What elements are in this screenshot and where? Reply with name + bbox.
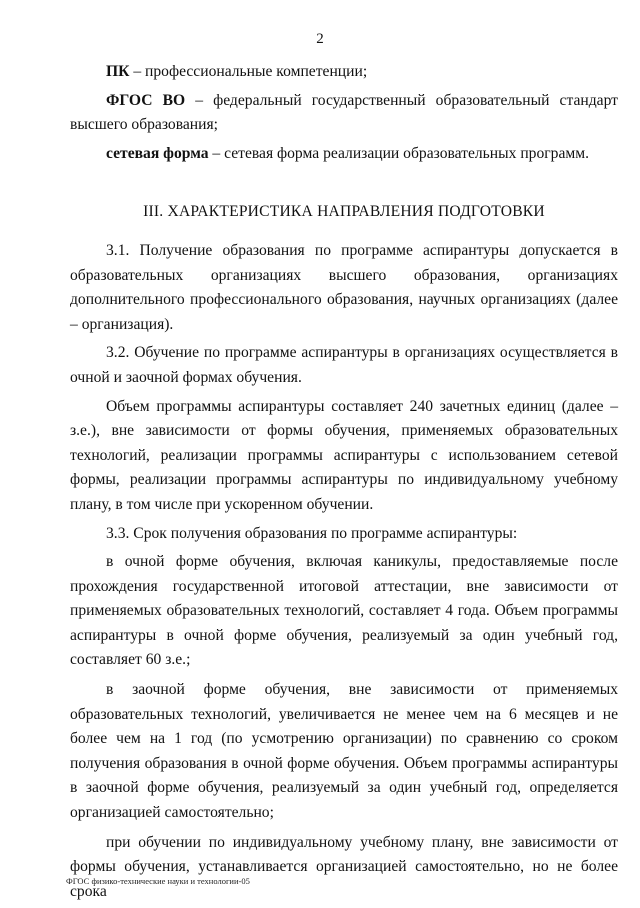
section-title: III. ХАРАКТЕРИСТИКА НАПРАВЛЕНИЯ ПОДГОТОВКИ <box>143 203 545 221</box>
paragraph: 3.3. Срок получения образования по программе аспирантуры: <box>106 524 518 542</box>
definition-term: ФГОС ВО <box>106 91 186 109</box>
paragraph: 3.1. Получение образования по программе аспирантуры допускается в образовательных организациях высшего образования, организациях дополнительного профессионального образования, научных организациях (далее – организация). <box>70 241 618 333</box>
paragraph: при обучении по индивидуальному учебному плану, вне зависимости от формы обучения, устанавливается организацией самостоятельно, но не более срока <box>70 833 618 900</box>
definition-text: сетевая форма реализации образовательных программ. <box>224 144 590 162</box>
definition-text: федеральный государственный образовательный стандарт высшего образования; <box>70 91 618 134</box>
paragraph: в заочной форме обучения, вне зависимости от применяемых образовательных технологий, увеличивается не менее чем на 6 месяцев и не более чем на 1 год (по усмотрению организации) по сравнению со сроком получения образования в очной форме обучения. Объем программы аспирантуры в заочной форме обучения, реализуемый за один учебный год, определяется организацией самостоятельно; <box>70 681 618 822</box>
definition-term: ПК <box>106 63 130 80</box>
page-number: 2 <box>316 31 324 47</box>
definition-sep: – <box>129 63 146 80</box>
paragraph: 3.2. Обучение по программе аспирантуры в организациях осуществляется в очной и заочной формах обучения. <box>70 344 618 386</box>
definition-fgos <box>70 89 618 138</box>
definition-pk <box>70 60 618 85</box>
definition-sep: – <box>208 144 225 162</box>
paragraph: Объем программы аспирантуры составляет 240 зачетных единиц (далее – з.е.), вне зависимости от формы обучения, применяемых образовательных технологий, реализации программы аспирантуры с использованием сетевой формы, реализации программы аспирантуры по индивидуальному учебному плану, в том числе при ускоренном обучении. <box>70 397 618 513</box>
document-body <box>70 60 618 908</box>
page-footer: ФГОС физико-технические науки и технологии-05 <box>66 876 250 886</box>
definition-term: сетевая форма <box>106 144 209 162</box>
definition-network-form <box>70 142 618 167</box>
definition-text: профессиональные компетенции; <box>145 63 368 80</box>
paragraph: в очной форме обучения, включая каникулы, предоставляемые после прохождения государственной итоговой аттестации, вне зависимости от применяемых образовательных технологий, составляет 4 года. Объем программы аспирантуры в очной форме обучения, реализуемый за один учебный год, составляет 60 з.е.; <box>70 553 618 669</box>
definition-sep: – <box>185 91 214 109</box>
